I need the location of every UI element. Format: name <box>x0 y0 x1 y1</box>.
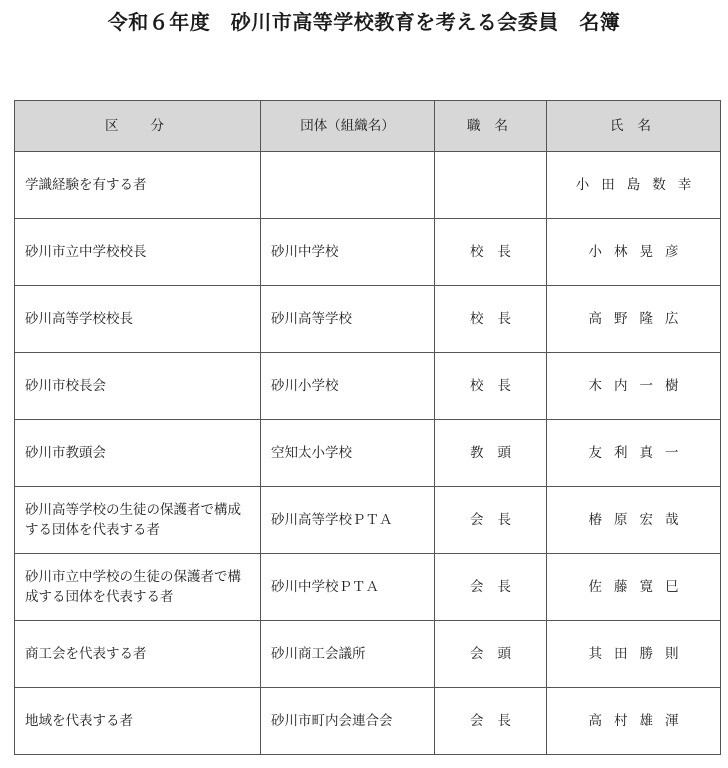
cell-role: 会長 <box>435 688 547 755</box>
cell-organization: 砂川中学校 <box>261 219 435 286</box>
table-row <box>15 554 721 621</box>
cell-category: 砂川高等学校校長 <box>15 286 261 353</box>
cell-role: 会頭 <box>435 621 547 688</box>
table-row <box>15 152 721 219</box>
cell-organization <box>261 152 435 219</box>
cell-organization: 砂川高等学校ＰＴＡ <box>261 487 435 554</box>
table-body <box>15 152 721 755</box>
cell-role: 校長 <box>435 353 547 420</box>
cell-name: 友利真一 <box>547 420 721 487</box>
table-header-row <box>15 101 721 152</box>
cell-category: 砂川市立中学校校長 <box>15 219 261 286</box>
header-organization: 団体（組織名） <box>261 101 435 152</box>
cell-category: 地域を代表する者 <box>15 688 261 755</box>
cell-role: 会長 <box>435 554 547 621</box>
cell-role <box>435 152 547 219</box>
table-row <box>15 621 721 688</box>
cell-category: 砂川市立中学校の生徒の保護者で構成する団体を代表する者 <box>15 554 261 621</box>
cell-category: 砂川市校長会 <box>15 353 261 420</box>
cell-role: 校長 <box>435 219 547 286</box>
member-roster-table <box>14 100 721 755</box>
cell-role: 校長 <box>435 286 547 353</box>
cell-name: 椿原宏哉 <box>547 487 721 554</box>
cell-name: 木内一樹 <box>547 353 721 420</box>
cell-name: 佐藤寛巳 <box>547 554 721 621</box>
header-name: 氏名 <box>547 101 721 152</box>
cell-organization: 砂川小学校 <box>261 353 435 420</box>
header-category: 区分 <box>15 101 261 152</box>
cell-organization: 砂川商工会議所 <box>261 621 435 688</box>
cell-name: 小田島数幸 <box>547 152 721 219</box>
cell-organization: 砂川中学校ＰＴＡ <box>261 554 435 621</box>
table-row <box>15 420 721 487</box>
table-row <box>15 219 721 286</box>
cell-name: 其田勝則 <box>547 621 721 688</box>
cell-category: 砂川市教頭会 <box>15 420 261 487</box>
header-role: 職名 <box>435 101 547 152</box>
table-row <box>15 353 721 420</box>
table-row <box>15 286 721 353</box>
cell-organization: 砂川高等学校 <box>261 286 435 353</box>
cell-organization: 空知太小学校 <box>261 420 435 487</box>
table-row <box>15 487 721 554</box>
cell-role: 教頭 <box>435 420 547 487</box>
cell-name: 小林晃彦 <box>547 219 721 286</box>
table-row <box>15 688 721 755</box>
cell-name: 高村雄渾 <box>547 688 721 755</box>
cell-category: 砂川高等学校の生徒の保護者で構成する団体を代表する者 <box>15 487 261 554</box>
cell-role: 会長 <box>435 487 547 554</box>
cell-category: 学識経験を有する者 <box>15 152 261 219</box>
page-title: 令和６年度 砂川市高等学校教育を考える会委員 名簿 <box>107 10 621 34</box>
cell-organization: 砂川市町内会連合会 <box>261 688 435 755</box>
cell-category: 商工会を代表する者 <box>15 621 261 688</box>
cell-name: 高野隆広 <box>547 286 721 353</box>
